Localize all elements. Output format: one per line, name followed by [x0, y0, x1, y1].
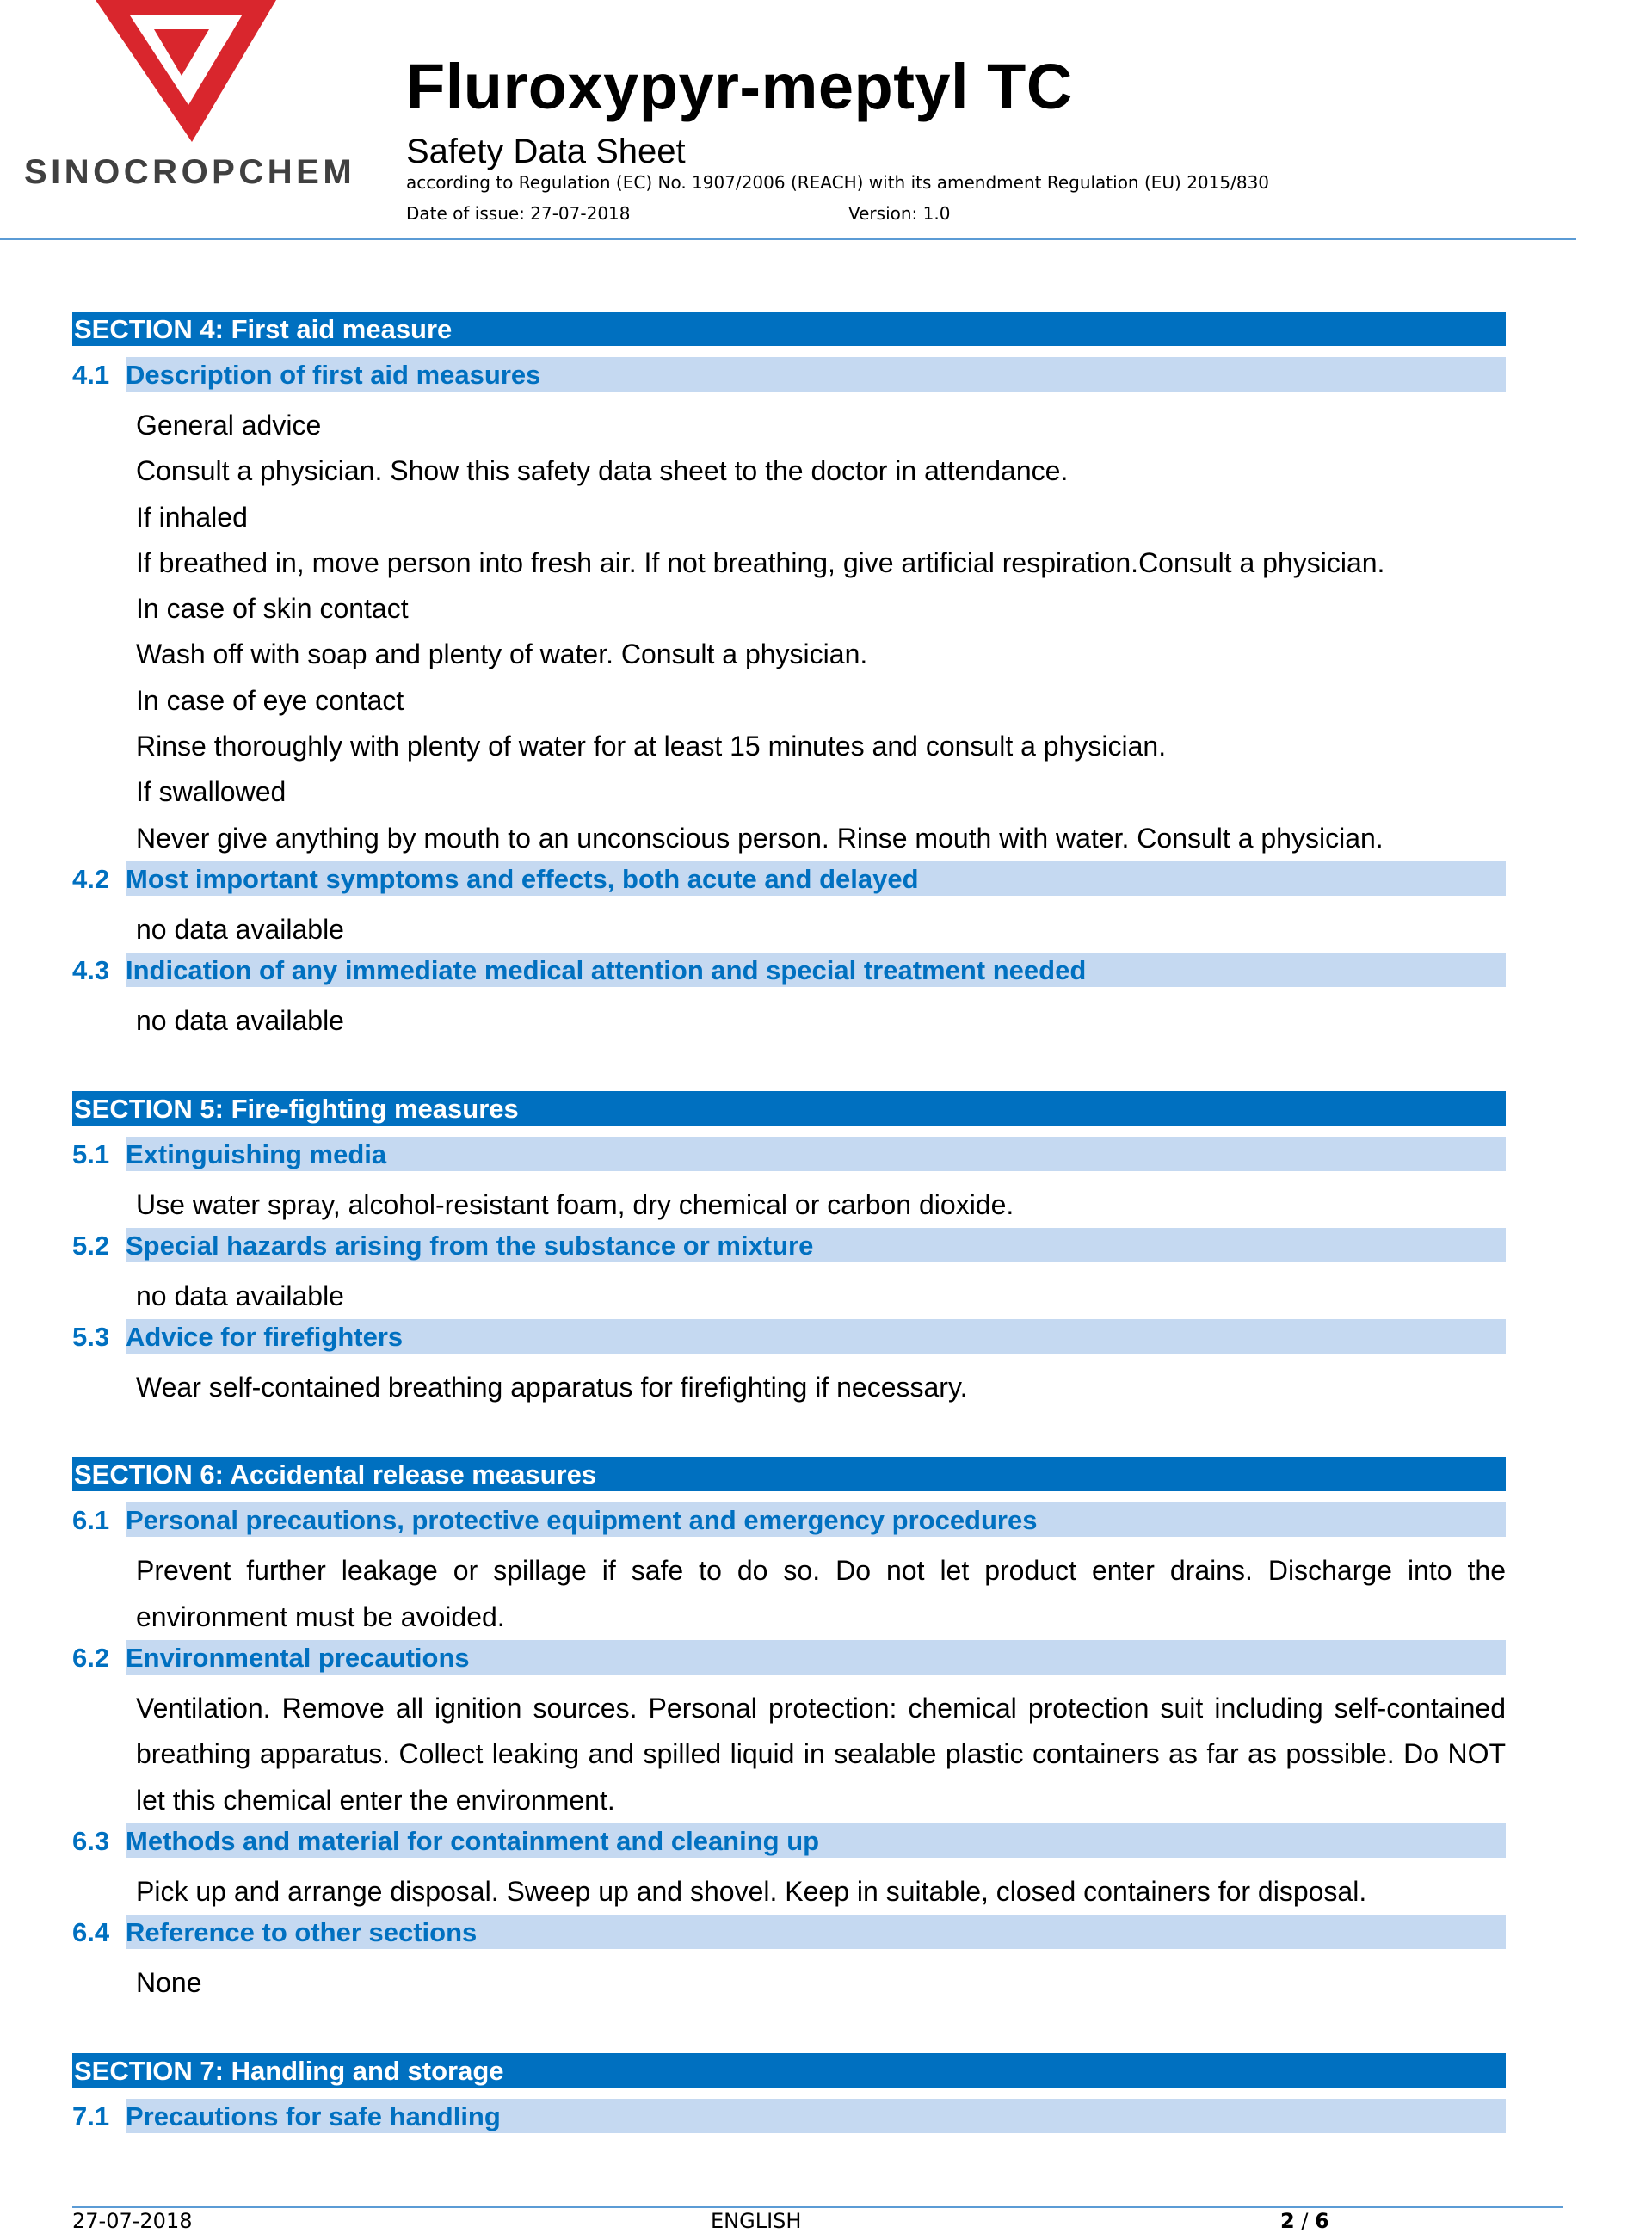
logo-mark-icon [96, 0, 276, 146]
current-page: 2 [1280, 2209, 1295, 2233]
subsection-text: Wear self-contained breathing apparatus for firefighting if necessary. [136, 1372, 968, 1403]
subsection-4-1-heading [72, 357, 1506, 392]
subsection-title: Special hazards arising from the substance or mixture [126, 1230, 814, 1261]
first-aid-line: In case of skin contact [136, 593, 409, 625]
company-name: SINOCROPCHEM [24, 153, 356, 191]
first-aid-line: General advice [136, 410, 322, 441]
total-pages: 6 [1315, 2209, 1329, 2233]
date-of-issue: Date of issue: 27-07-2018 [406, 203, 631, 224]
document-body [72, 312, 1506, 2144]
regulation-note: according to Regulation (EC) No. 1907/2006 (REACH) with its amendment Regulation (EU) 2015/830 [406, 172, 1270, 193]
subsection-number: 6.3 [72, 1825, 110, 1856]
first-aid-line: If inhaled [136, 501, 248, 533]
subsection-text: None [136, 1967, 202, 1999]
subsection-7-1-heading [72, 2099, 1506, 2133]
subsection-title: Personal precautions, protective equipment and emergency procedures [126, 1505, 1038, 1536]
subsection-title: Methods and material for containment and cleaning up [126, 1825, 820, 1856]
document-title: Fluroxypyr-meptyl TC [406, 51, 1073, 122]
subsection-6-2-heading [72, 1640, 1506, 1675]
subsection-6-1-heading [72, 1502, 1506, 1537]
subsection-title: Most important symptoms and effects, both acute and delayed [126, 863, 919, 894]
first-aid-line: In case of eye contact [136, 684, 404, 716]
page-header [0, 0, 1652, 243]
subsection-text: no data available [136, 1280, 344, 1311]
subsection-number: 6.4 [72, 1917, 110, 1948]
header-divider [0, 238, 1576, 240]
subsection-title: Description of first aid measures [126, 360, 541, 390]
subsection-4-2-heading [72, 861, 1506, 896]
first-aid-line: If breathed in, move person into fresh air. If not breathing, give artificial respiration.Consult a physician. [136, 546, 1385, 578]
section-7-heading: SECTION 7: Handling and storage [72, 2053, 1506, 2088]
subsection-title: Environmental precautions [126, 1643, 470, 1674]
first-aid-line: Never give anything by mouth to an unconscious person. Rinse mouth with water. Consult a physician. [136, 822, 1384, 854]
section-5-heading: SECTION 5: Fire-fighting measures [72, 1091, 1506, 1126]
subsection-text: Pick up and arrange disposal. Sweep up and shovel. Keep in suitable, closed containers for disposal. [136, 1875, 1367, 1907]
subsection-number: 7.1 [72, 2100, 110, 2131]
first-aid-line: Rinse thoroughly with plenty of water for at least 15 minutes and consult a physician. [136, 731, 1167, 762]
page-separator: / [1294, 2209, 1316, 2233]
subsection-5-1-heading [72, 1137, 1506, 1171]
subsection-number: 4.3 [72, 955, 110, 986]
subsection-number: 6.2 [72, 1643, 110, 1674]
subsection-text: Use water spray, alcohol-resistant foam, dry chemical or carbon dioxide. [136, 1188, 1014, 1220]
subsection-text: no data available [136, 913, 344, 945]
footer-date: 27-07-2018 [72, 2209, 193, 2233]
subsection-title: Precautions for safe handling [126, 2100, 501, 2131]
subsection-text: Prevent further leakage or spillage if safe to do so. Do not let product enter drains. Discharge into the environment must be avoided. [136, 1555, 1506, 1632]
subsection-4-3-heading [72, 953, 1506, 987]
footer-divider [72, 2206, 1563, 2208]
company-logo [24, 0, 356, 198]
first-aid-line: Consult a physician. Show this safety data sheet to the doctor in attendance. [136, 455, 1069, 487]
subsection-number: 4.2 [72, 863, 110, 894]
subsection-5-3-heading [72, 1319, 1506, 1354]
subsection-title: Reference to other sections [126, 1917, 478, 1948]
document-subtitle: Safety Data Sheet [406, 133, 686, 170]
subsection-6-4-heading [72, 1915, 1506, 1949]
first-aid-line: If swallowed [136, 776, 287, 808]
subsection-title: Advice for firefighters [126, 1322, 404, 1353]
first-aid-line: Wash off with soap and plenty of water. Consult a physician. [136, 638, 868, 670]
document-meta [406, 203, 950, 224]
subsection-number: 5.2 [72, 1230, 110, 1261]
subsection-number: 5.1 [72, 1138, 110, 1169]
page-number [1280, 2209, 1329, 2233]
subsection-title: Extinguishing media [126, 1138, 387, 1169]
subsection-number: 5.3 [72, 1322, 110, 1353]
subsection-number: 6.1 [72, 1505, 110, 1536]
subsection-title: Indication of any immediate medical attention and special treatment needed [126, 955, 1087, 986]
document-version: Version: 1.0 [848, 203, 951, 224]
section-6-heading: SECTION 6: Accidental release measures [72, 1457, 1506, 1491]
subsection-6-3-heading [72, 1823, 1506, 1858]
subsection-5-2-heading [72, 1228, 1506, 1262]
subsection-text: no data available [136, 1005, 344, 1037]
footer-language: ENGLISH [711, 2209, 802, 2233]
subsection-text: Ventilation. Remove all ignition sources. Personal protection: chemical protection suit including self-contained breathing apparatus. Collect leaking and spilled liquid in sealable plastic containers as far as possible. Do NOT let this chemical enter the environment. [136, 1693, 1506, 1816]
subsection-number: 4.1 [72, 360, 110, 390]
section-4-heading: SECTION 4: First aid measure [72, 312, 1506, 346]
